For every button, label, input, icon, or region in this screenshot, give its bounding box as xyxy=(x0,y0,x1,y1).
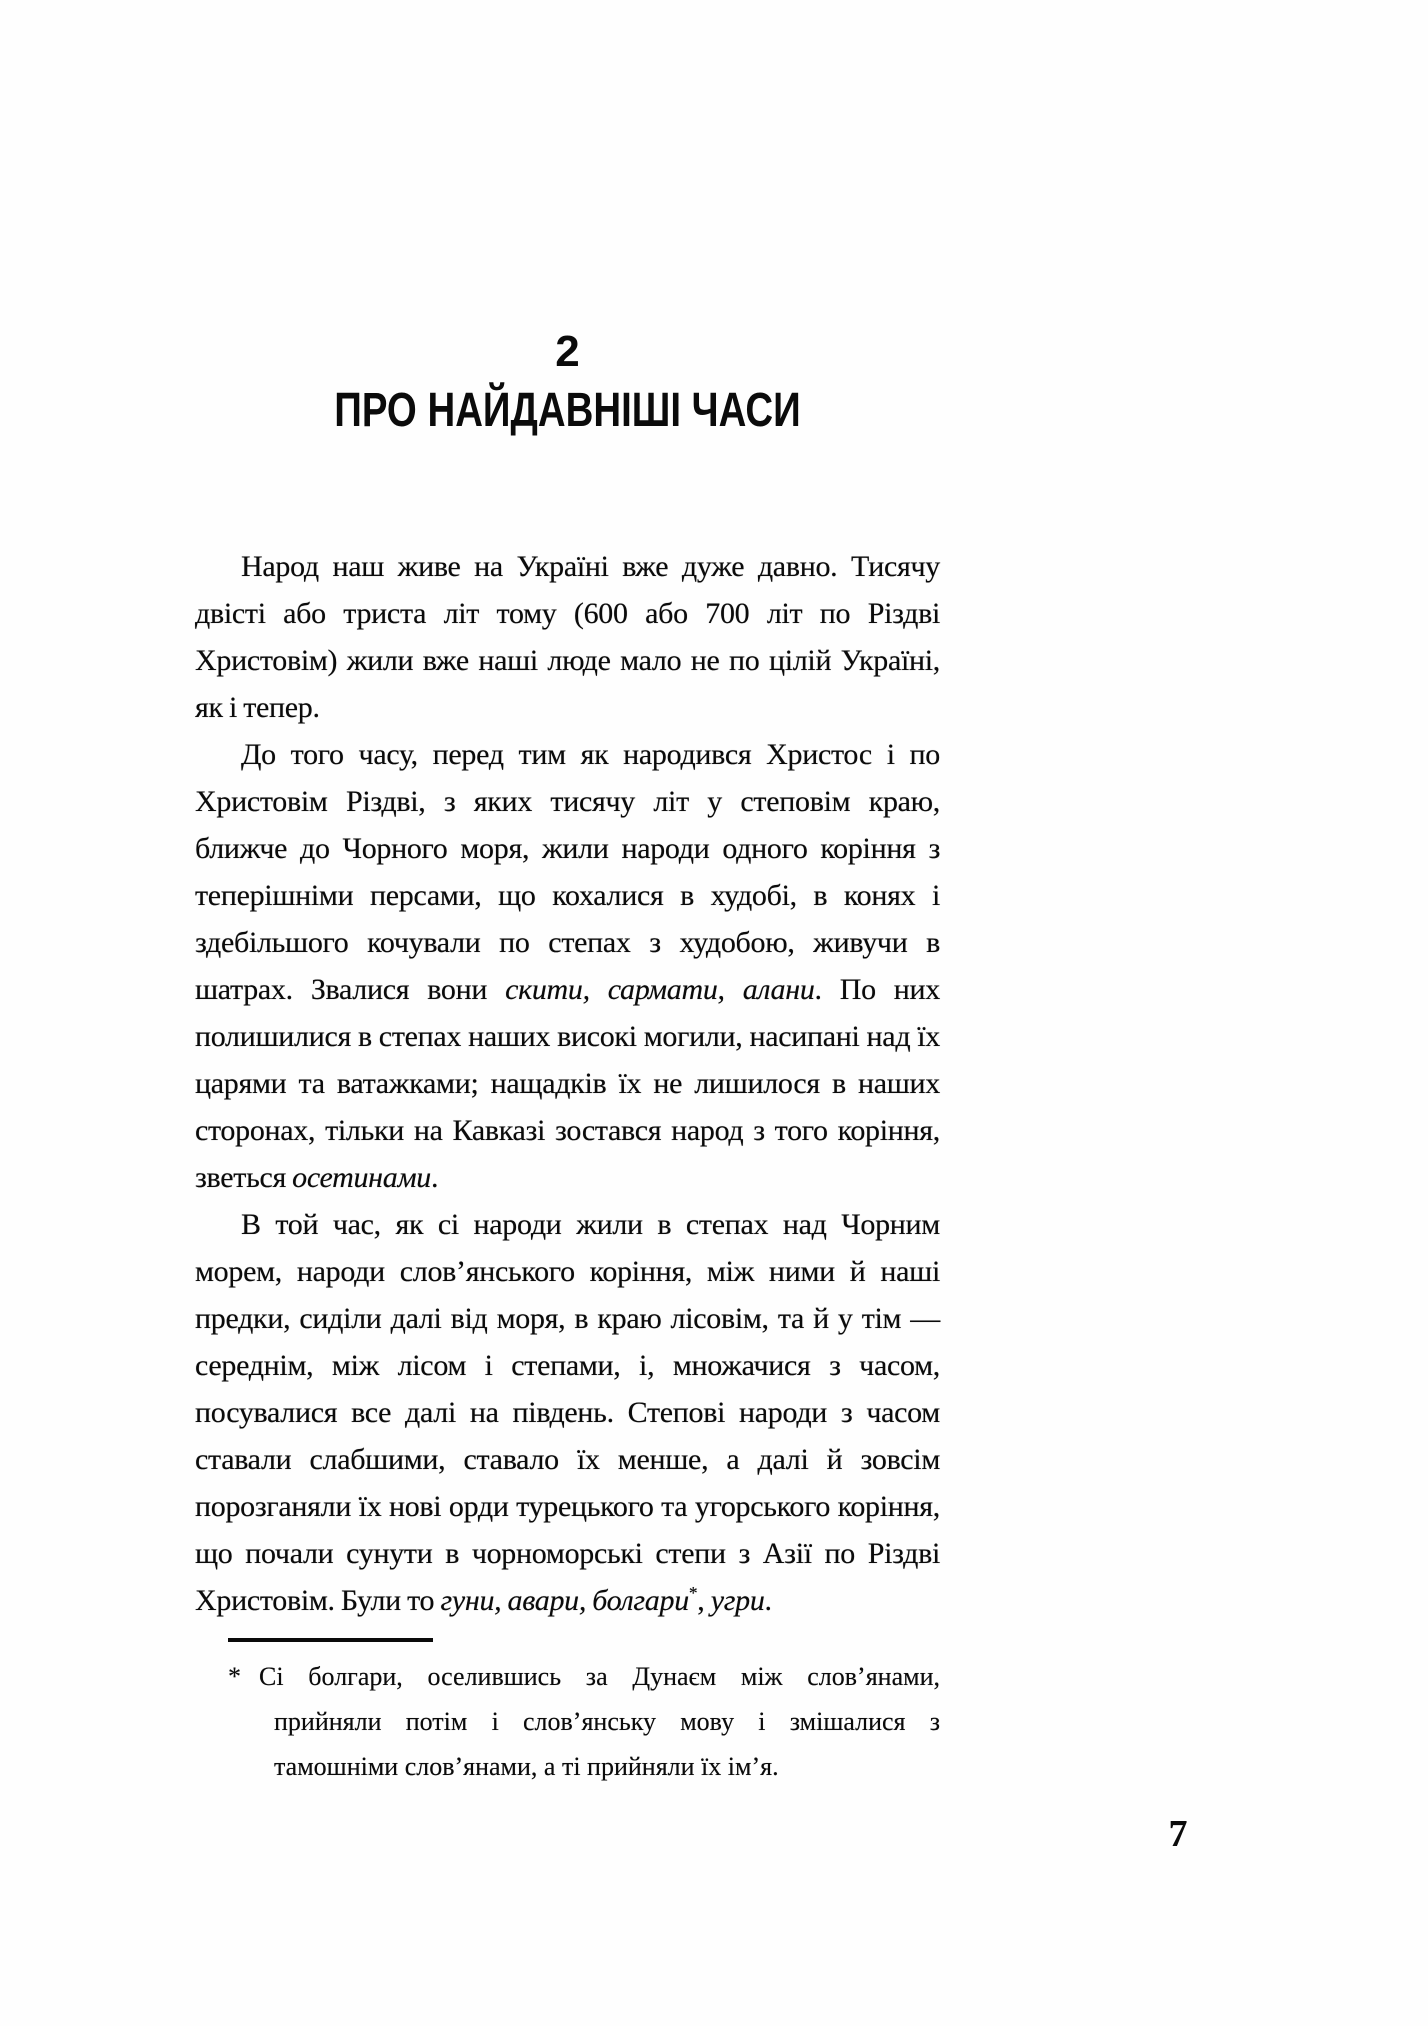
footnote xyxy=(228,1638,940,1789)
paragraph xyxy=(195,731,940,1201)
text-segment: . xyxy=(431,1161,439,1194)
page-number: 7 xyxy=(1168,1813,1188,1855)
chapter-title: ПРО НАЙДАВНІШІ ЧАСИ xyxy=(334,384,801,437)
text-segment: В той час, як сі народи жили в степах над Чорним морем, народи слов’янського коріння, між ними й наші предки, сиділи далі від моря, в краю лісовім, та й у тім — середнім, між лісом і степами, і, множачися з часом, посувалися все далі на південь. Степові народи з часом ставали слабшими, ставало їх менше, а далі й зовсім порозганяли їх нові орди турецького та угорського коріння, що почали сунути в чорноморські степи з Азії по Різдві Христовім. Були то xyxy=(195,1208,940,1617)
footnote-body: Сі болгари, оселившись за Дунаєм між слов’янами, прийняли потім і слов’янську мову і змішалися з тамошніми слов’янами, а ті прийняли їх ім’я. xyxy=(259,1662,940,1781)
text-segment: Народ наш живе на Україні вже дуже давно. Тисячу двісті або триста літ тому (600 або 700 літ по Різдві Христовім) жили вже наші люде мало не по цілій Україні, як і тепер. xyxy=(195,550,940,724)
paragraph xyxy=(195,543,940,731)
footnote-reference: * xyxy=(688,1583,698,1603)
text-segment: угри xyxy=(710,1584,765,1617)
footnote-text xyxy=(228,1654,940,1789)
body-text xyxy=(195,543,940,1624)
footnote-marker: * xyxy=(228,1662,241,1691)
text-segment: . xyxy=(764,1584,772,1617)
text-segment: . По них полишилися в степах наших високі могили, насипані над їх царями та ватажками; нащадків їх не лишилося в наших сторонах, тільки на Кавказі зостався народ з того коріння, зветься xyxy=(195,973,940,1194)
text-segment: гуни, авари, болгари xyxy=(440,1584,689,1617)
chapter-head xyxy=(195,327,940,437)
text-segment: , xyxy=(697,1584,711,1617)
paragraph xyxy=(195,1201,940,1624)
text-segment: До того часу, перед тим як народився Христос і по Христовім Різдві, з яких тисячу літ у степовім краю, ближче до Чорного моря, жили народи одного коріння з теперішніми персами, що кохалися в худобі, в конях і здебільшого кочували по степах з худобою, живучи в шатрах. Звалися вони xyxy=(195,738,940,1006)
chapter-number: 2 xyxy=(555,327,580,376)
text-segment: скити, сармати, алани xyxy=(505,973,815,1006)
footnote-divider xyxy=(228,1638,433,1642)
text-segment: осетинами xyxy=(292,1161,432,1194)
